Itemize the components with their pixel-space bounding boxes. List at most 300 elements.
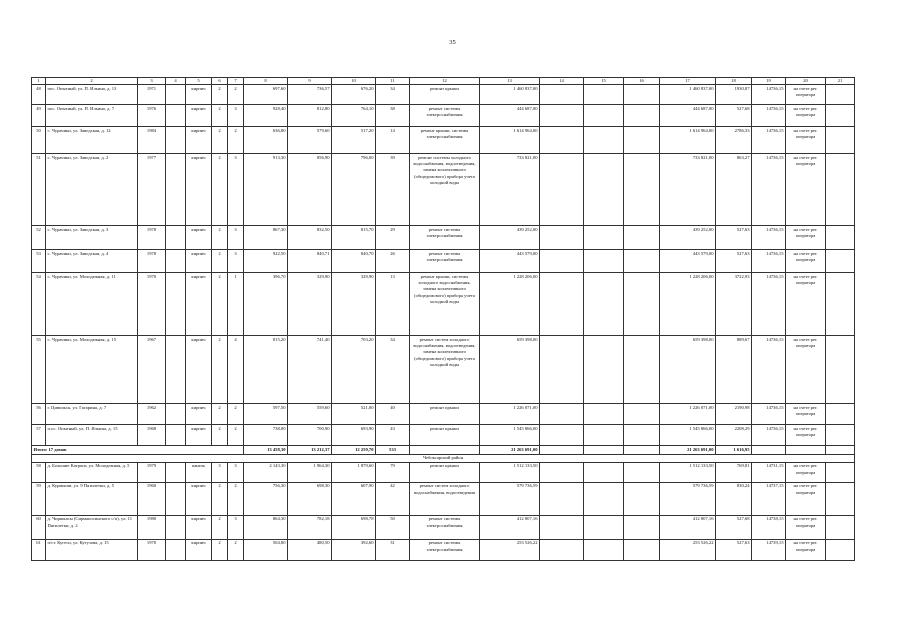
page-number: 35 bbox=[449, 39, 456, 46]
area-living-cell: 517,20 bbox=[332, 127, 376, 154]
empty-cell bbox=[624, 105, 660, 127]
floors-cell: 2 bbox=[212, 482, 228, 515]
fund-source-cell: на счете рег. оператора bbox=[786, 336, 826, 404]
area-total-cell: 738,00 bbox=[244, 425, 288, 446]
table-row bbox=[32, 250, 855, 273]
residents-cell: 42 bbox=[376, 482, 410, 515]
cost-per-m2-cell: 889,67 bbox=[716, 336, 752, 404]
fund-source-cell: на счете рег. оператора bbox=[786, 273, 826, 336]
cost-total-cell: 253 526,22 bbox=[480, 539, 540, 560]
entrances-cell: 3 bbox=[228, 462, 244, 482]
area-living-cell: 840,70 bbox=[332, 250, 376, 273]
empty-cell bbox=[584, 226, 624, 250]
floors-cell: 2 bbox=[212, 127, 228, 154]
area-living-cell: 703,20 bbox=[332, 336, 376, 404]
empty-cell bbox=[584, 127, 624, 154]
column-number: 14 bbox=[540, 78, 584, 85]
cost-per-m2-cell: 2208,29 bbox=[716, 425, 752, 446]
cost-total-cell: 659 398,00 bbox=[480, 336, 540, 404]
fund-source-cell: на счете рег. оператора bbox=[786, 482, 826, 515]
column-number: 10 bbox=[332, 78, 376, 85]
entrances-cell: 3 bbox=[228, 250, 244, 273]
empty-cell bbox=[826, 273, 855, 336]
column-number: 16 bbox=[624, 78, 660, 85]
area-all-cell: 741,40 bbox=[288, 336, 332, 404]
build-year-cell: 1978 bbox=[138, 250, 166, 273]
cost-per-m2-cell: 769,81 bbox=[716, 462, 752, 482]
cost-limit-cell: 14736,15 bbox=[752, 425, 786, 446]
row-number-cell: 57 bbox=[32, 425, 46, 446]
fund-source-cell: на счете рег. оператора bbox=[786, 127, 826, 154]
empty-cell bbox=[624, 425, 660, 446]
area-all-cell: 840,71 bbox=[288, 250, 332, 273]
area-living-cell: 698,78 bbox=[332, 515, 376, 539]
cost-per-m2-cell: 527,68 bbox=[716, 105, 752, 127]
cost-per-m2-cell: 1930,87 bbox=[716, 85, 752, 105]
cost-limit-cell: 14736,15 bbox=[752, 404, 786, 425]
area-total-cell: 864,30 bbox=[244, 515, 288, 539]
empty-cell bbox=[540, 404, 584, 425]
cost-regional-cell: 253 526,22 bbox=[660, 539, 716, 560]
fund-source-cell: на счете рег. оператора bbox=[786, 462, 826, 482]
empty-cell bbox=[540, 226, 584, 250]
empty-cell bbox=[166, 105, 186, 127]
empty-cell bbox=[624, 462, 660, 482]
entrances-cell: 2 bbox=[228, 85, 244, 105]
cost-per-m2-cell: 863,27 bbox=[716, 154, 752, 226]
repair-work-cell: ремонт систем холодного водоснабжения, водоотведения, замена коллективного (общедомового) прибора учета холодной воды bbox=[410, 336, 480, 404]
column-number-row bbox=[32, 78, 855, 85]
repair-work-cell: ремонт системы электроснабжения bbox=[410, 105, 480, 127]
total-people: 533 bbox=[376, 446, 410, 454]
cost-total-cell: 1 545 866,00 bbox=[480, 425, 540, 446]
build-year-cell: 1971 bbox=[138, 85, 166, 105]
total-cost-m2: 1 616,95 bbox=[716, 446, 752, 454]
area-total-cell: 922,50 bbox=[244, 250, 288, 273]
repair-work-cell: ремонт крыши bbox=[410, 404, 480, 425]
empty-cell bbox=[166, 404, 186, 425]
cost-regional-cell: 733 821,00 bbox=[660, 154, 716, 226]
row-number-cell: 58 bbox=[32, 462, 46, 482]
table-row bbox=[32, 105, 855, 127]
fund-source-cell: на счете рег. оператора bbox=[786, 515, 826, 539]
cost-total-cell: 579 736,59 bbox=[480, 482, 540, 515]
area-living-cell: 693,90 bbox=[332, 425, 376, 446]
cost-limit-cell: 14736,15 bbox=[752, 336, 786, 404]
build-year-cell: 1984 bbox=[138, 127, 166, 154]
wall-material-cell: кирпич bbox=[186, 482, 212, 515]
row-number-cell: 54 bbox=[32, 273, 46, 336]
cost-per-m2-cell: 2786,33 bbox=[716, 127, 752, 154]
cost-per-m2-cell: 3722,93 bbox=[716, 273, 752, 336]
empty-cell bbox=[624, 85, 660, 105]
column-number: 4 bbox=[166, 78, 186, 85]
empty-cell bbox=[584, 85, 624, 105]
row-number-cell: 52 bbox=[32, 226, 46, 250]
row-number-cell: 60 bbox=[32, 515, 46, 539]
residents-cell: 29 bbox=[376, 226, 410, 250]
column-number: 6 bbox=[212, 78, 228, 85]
empty-cell bbox=[584, 539, 624, 560]
area-total-cell: 928,40 bbox=[244, 105, 288, 127]
area-total-cell: 815,20 bbox=[244, 336, 288, 404]
column-number: 20 bbox=[786, 78, 826, 85]
address-cell: д. Большие Катраси, ул. Молодежная, д. 5 bbox=[46, 462, 138, 482]
build-year-cell: 1979 bbox=[138, 462, 166, 482]
total-label: Итого: 17 домов bbox=[32, 446, 244, 454]
empty-cell bbox=[540, 336, 584, 404]
capital-repair-table bbox=[31, 77, 855, 561]
cost-total-cell: 1 460 837,00 bbox=[480, 85, 540, 105]
cost-total-cell: 733 821,00 bbox=[480, 154, 540, 226]
floors-cell: 2 bbox=[212, 336, 228, 404]
empty-cell bbox=[584, 425, 624, 446]
entrances-cell: 2 bbox=[228, 404, 244, 425]
empty-cell bbox=[166, 482, 186, 515]
empty-cell bbox=[584, 273, 624, 336]
column-number: 3 bbox=[138, 78, 166, 85]
empty-cell bbox=[584, 404, 624, 425]
address-cell: с. Чурачики, ул. Заводская, д. 12 bbox=[46, 127, 138, 154]
table-row bbox=[32, 273, 855, 336]
repair-work-cell: ремонт систем холодного водоснабжения, водоотведения bbox=[410, 482, 480, 515]
cost-regional-cell: 1 228 206,00 bbox=[660, 273, 716, 336]
address-cell: с. Чурачики, ул. Заводская, д. 3 bbox=[46, 226, 138, 250]
empty-cell bbox=[540, 105, 584, 127]
build-year-cell: 1978 bbox=[138, 226, 166, 250]
fund-source-cell: на счете рег. оператора bbox=[786, 404, 826, 425]
cost-regional-cell: 1 512 133,50 bbox=[660, 462, 716, 482]
build-year-cell: 1962 bbox=[138, 404, 166, 425]
empty-cell bbox=[624, 226, 660, 250]
fund-source-cell: на счете рег. оператора bbox=[786, 250, 826, 273]
wall-material-cell: кирпич bbox=[186, 105, 212, 127]
empty-cell bbox=[166, 85, 186, 105]
residents-cell: 40 bbox=[376, 404, 410, 425]
empty-cell bbox=[826, 336, 855, 404]
wall-material-cell: кирпич bbox=[186, 336, 212, 404]
empty-cell bbox=[540, 482, 584, 515]
build-year-cell: 1968 bbox=[138, 425, 166, 446]
residents-cell: 50 bbox=[376, 515, 410, 539]
empty-cell bbox=[624, 154, 660, 226]
residents-cell: 79 bbox=[376, 462, 410, 482]
empty-cell bbox=[584, 515, 624, 539]
floors-cell: 2 bbox=[212, 105, 228, 127]
empty-cell bbox=[540, 425, 584, 446]
build-year-cell: 1960 bbox=[138, 482, 166, 515]
rows-group-b bbox=[32, 404, 855, 446]
empty-cell bbox=[540, 515, 584, 539]
floors-cell: 2 bbox=[212, 226, 228, 250]
empty-cell bbox=[584, 336, 624, 404]
column-number: 9 bbox=[288, 78, 332, 85]
cost-limit-cell: 14736,15 bbox=[752, 154, 786, 226]
cost-per-m2-cell: 2190,98 bbox=[716, 404, 752, 425]
residents-cell: 13 bbox=[376, 273, 410, 336]
area-total-cell: 756,30 bbox=[244, 482, 288, 515]
wall-material-cell: кирпич bbox=[186, 539, 212, 560]
area-living-cell: 764,10 bbox=[332, 105, 376, 127]
cost-regional-cell: 1 614 964,00 bbox=[660, 127, 716, 154]
empty-cell bbox=[826, 539, 855, 560]
wall-material-cell: панель bbox=[186, 462, 212, 482]
empty-cell bbox=[166, 154, 186, 226]
empty-cell bbox=[826, 226, 855, 250]
cost-limit-cell: 14736,15 bbox=[752, 250, 786, 273]
empty-cell bbox=[540, 250, 584, 273]
empty-cell bbox=[166, 462, 186, 482]
total-area: 13 458,30 bbox=[244, 446, 288, 454]
cost-regional-cell: 1 226 071,00 bbox=[660, 404, 716, 425]
empty-cell bbox=[624, 273, 660, 336]
table-row bbox=[32, 154, 855, 226]
cost-total-cell: 1 512 133,50 bbox=[480, 462, 540, 482]
area-all-cell: 698,30 bbox=[288, 482, 332, 515]
district-row bbox=[32, 454, 855, 462]
cost-limit-cell: 14736,15 bbox=[752, 127, 786, 154]
column-number: 8 bbox=[244, 78, 288, 85]
wall-material-cell: кирпич bbox=[186, 127, 212, 154]
cost-per-m2-cell: 527,63 bbox=[716, 539, 752, 560]
area-all-cell: 736,57 bbox=[288, 85, 332, 105]
empty-cell bbox=[624, 336, 660, 404]
empty-cell bbox=[584, 250, 624, 273]
fund-source-cell: на счете рег. оператора bbox=[786, 105, 826, 127]
area-living-cell: 607,90 bbox=[332, 482, 376, 515]
residents-cell: 26 bbox=[376, 250, 410, 273]
wall-material-cell: кирпич bbox=[186, 226, 212, 250]
empty-cell bbox=[826, 154, 855, 226]
cost-regional-cell: 443 579,00 bbox=[660, 250, 716, 273]
column-number: 15 bbox=[584, 78, 624, 85]
empty-cell bbox=[584, 105, 624, 127]
row-number-cell: 49 bbox=[32, 105, 46, 127]
empty-cell bbox=[540, 85, 584, 105]
empty-cell bbox=[624, 250, 660, 273]
entrances-cell: 3 bbox=[228, 105, 244, 127]
column-number: 19 bbox=[752, 78, 786, 85]
area-total-cell: 913,30 bbox=[244, 154, 288, 226]
area-all-cell: 782,18 bbox=[288, 515, 332, 539]
entrances-cell: 3 bbox=[228, 154, 244, 226]
cost-limit-cell: 14736,15 bbox=[752, 273, 786, 336]
empty-cell bbox=[540, 273, 584, 336]
wall-material-cell: кирпич bbox=[186, 250, 212, 273]
row-number-cell: 53 bbox=[32, 250, 46, 273]
column-number: 17 bbox=[660, 78, 716, 85]
area-total-cell: 504,80 bbox=[244, 539, 288, 560]
address-cell: п/ст. Кугеси, ул. Кутузова, д. 15 bbox=[46, 539, 138, 560]
area-all-cell: 329,90 bbox=[288, 273, 332, 336]
cost-total-cell: 443 579,00 bbox=[480, 250, 540, 273]
address-cell: с. Чурачики, ул. Заводская, д. 4 bbox=[46, 250, 138, 273]
entrances-cell: 3 bbox=[228, 226, 244, 250]
area-total-cell: 697,60 bbox=[244, 85, 288, 105]
floors-cell: 2 bbox=[212, 273, 228, 336]
cost-regional-cell: 412 807,16 bbox=[660, 515, 716, 539]
entrances-cell: 3 bbox=[228, 515, 244, 539]
empty-cell bbox=[826, 482, 855, 515]
floors-cell: 2 bbox=[212, 154, 228, 226]
empty-cell bbox=[624, 127, 660, 154]
area-living-cell: 796,00 bbox=[332, 154, 376, 226]
cost-total-cell: 1 228 206,00 bbox=[480, 273, 540, 336]
empty-cell bbox=[540, 462, 584, 482]
table-row bbox=[32, 404, 855, 425]
cost-limit-cell: 14736,15 bbox=[752, 85, 786, 105]
empty-cell bbox=[584, 482, 624, 515]
empty-cell bbox=[540, 154, 584, 226]
wall-material-cell: кирпич bbox=[186, 425, 212, 446]
table-row bbox=[32, 85, 855, 105]
empty-cell bbox=[624, 515, 660, 539]
total-row bbox=[32, 446, 855, 454]
area-total-cell: 597,50 bbox=[244, 404, 288, 425]
residents-cell: 43 bbox=[376, 425, 410, 446]
entrances-cell: 2 bbox=[228, 482, 244, 515]
cost-limit-cell: 14736,15 bbox=[752, 105, 786, 127]
area-all-cell: 856,90 bbox=[288, 154, 332, 226]
build-year-cell: 1977 bbox=[138, 154, 166, 226]
area-all-cell: 579,60 bbox=[288, 127, 332, 154]
empty-cell bbox=[826, 462, 855, 482]
fund-source-cell: на счете рег. оператора bbox=[786, 85, 826, 105]
floors-cell: 2 bbox=[212, 404, 228, 425]
address-cell: д. Курмыши, ул. 9 Пятилетки, д. 5 bbox=[46, 482, 138, 515]
cost-limit-cell: 14738,15 bbox=[752, 515, 786, 539]
rows-group-a bbox=[32, 85, 855, 404]
repair-work-cell: ремонт крыши bbox=[410, 462, 480, 482]
wall-material-cell: кирпич bbox=[186, 515, 212, 539]
empty-cell bbox=[166, 127, 186, 154]
repair-work-cell: ремонт системы электроснабжения bbox=[410, 539, 480, 560]
cost-limit-cell: 14731,15 bbox=[752, 462, 786, 482]
cost-total-cell: 1 226 071,00 bbox=[480, 404, 540, 425]
cost-limit-cell: 14739,15 bbox=[752, 539, 786, 560]
area-all-cell: 700,90 bbox=[288, 425, 332, 446]
cost-regional-cell: 439 252,00 bbox=[660, 226, 716, 250]
address-cell: пос. Опытный, ул. П. Ильина, д. 13 bbox=[46, 85, 138, 105]
address-cell: д. Чиршкасы (Сирмапосинского с/п), ул. 11 Пятилетки, д. 2 bbox=[46, 515, 138, 539]
area-living-cell: 815,70 bbox=[332, 226, 376, 250]
row-number-cell: 48 bbox=[32, 85, 46, 105]
build-year-cell: 1970 bbox=[138, 273, 166, 336]
cost-regional-cell: 659 398,00 bbox=[660, 336, 716, 404]
entrances-cell: 1 bbox=[228, 273, 244, 336]
area-total-cell: 2 143,30 bbox=[244, 462, 288, 482]
empty-cell bbox=[826, 515, 855, 539]
table-row bbox=[32, 482, 855, 515]
area-all-cell: 812,80 bbox=[288, 105, 332, 127]
repair-work-cell: ремонт крыши bbox=[410, 85, 480, 105]
repair-work-cell: ремонт крыши bbox=[410, 425, 480, 446]
repair-work-cell: ремонт системы электроснабжения bbox=[410, 226, 480, 250]
wall-material-cell: кирпич bbox=[186, 404, 212, 425]
column-number: 1 bbox=[32, 78, 46, 85]
residents-cell: 38 bbox=[376, 105, 410, 127]
repair-work-cell: ремонт крыши, системы холодного водоснабжения, замена коллективного (общедомового) прибора учета холодной воды bbox=[410, 273, 480, 336]
address-cell: п.ос. Опытный, ул. П. Ильина, д. 15 bbox=[46, 425, 138, 446]
entrances-cell: 4 bbox=[228, 336, 244, 404]
cost-total-cell: 439 252,00 bbox=[480, 226, 540, 250]
row-number-cell: 56 bbox=[32, 404, 46, 425]
cost-limit-cell: 14737,15 bbox=[752, 482, 786, 515]
address-cell: с. Чурачики, ул. Заводская, д. 2 bbox=[46, 154, 138, 226]
residents-cell: 31 bbox=[376, 539, 410, 560]
area-total-cell: 396,70 bbox=[244, 273, 288, 336]
column-number: 11 bbox=[376, 78, 410, 85]
empty-cell bbox=[826, 425, 855, 446]
cost-total-cell: 412 807,16 bbox=[480, 515, 540, 539]
wall-material-cell: кирпич bbox=[186, 85, 212, 105]
area-living-cell: 521,00 bbox=[332, 404, 376, 425]
floors-cell: 3 bbox=[212, 462, 228, 482]
build-year-cell: 1967 bbox=[138, 336, 166, 404]
column-number: 12 bbox=[410, 78, 480, 85]
table-row bbox=[32, 462, 855, 482]
empty-cell bbox=[826, 404, 855, 425]
empty-cell bbox=[584, 462, 624, 482]
row-number-cell: 51 bbox=[32, 154, 46, 226]
empty-cell bbox=[624, 539, 660, 560]
empty-cell bbox=[826, 127, 855, 154]
area-all-cell: 480,50 bbox=[288, 539, 332, 560]
empty-cell bbox=[166, 336, 186, 404]
total-area-live: 12 259,70 bbox=[332, 446, 376, 454]
residents-cell: 14 bbox=[376, 127, 410, 154]
area-all-cell: 1 964,30 bbox=[288, 462, 332, 482]
cost-regional-cell: 1 545 866,00 bbox=[660, 425, 716, 446]
cost-per-m2-cell: 830,24 bbox=[716, 482, 752, 515]
area-living-cell: 676,20 bbox=[332, 85, 376, 105]
fund-source-cell: на счете рег. оператора bbox=[786, 226, 826, 250]
address-cell: с. Чурачики, ул. Молодежная, д. 11 bbox=[46, 273, 138, 336]
cost-total-cell: 444 687,00 bbox=[480, 105, 540, 127]
empty-cell bbox=[166, 273, 186, 336]
residents-cell: 34 bbox=[376, 85, 410, 105]
area-total-cell: 867,30 bbox=[244, 226, 288, 250]
entrances-cell: 2 bbox=[228, 425, 244, 446]
table-row bbox=[32, 515, 855, 539]
empty-cell bbox=[166, 425, 186, 446]
rows-group-c bbox=[32, 462, 855, 560]
empty-cell bbox=[826, 85, 855, 105]
cost-total-cell: 1 614 964,00 bbox=[480, 127, 540, 154]
row-number-cell: 59 bbox=[32, 482, 46, 515]
address-cell: пос. Опытный, ул. П. Ильина, д. 7 bbox=[46, 105, 138, 127]
cost-per-m2-cell: 527,63 bbox=[716, 226, 752, 250]
repair-work-cell: ремонт крыши, системы электроснабжения bbox=[410, 127, 480, 154]
address-cell: г. Цивильск, ул. Гагарина, д. 7 bbox=[46, 404, 138, 425]
entrances-cell: 2 bbox=[228, 539, 244, 560]
empty-cell bbox=[826, 250, 855, 273]
repair-work-cell: ремонт системы электроснабжения bbox=[410, 250, 480, 273]
row-number-cell: 61 bbox=[32, 539, 46, 560]
empty-cell bbox=[584, 154, 624, 226]
table-row bbox=[32, 539, 855, 560]
fund-source-cell: на счете рег. оператора bbox=[786, 425, 826, 446]
area-living-cell: 1 879,60 bbox=[332, 462, 376, 482]
empty-cell bbox=[826, 105, 855, 127]
cost-per-m2-cell: 527,68 bbox=[716, 515, 752, 539]
table-row bbox=[32, 425, 855, 446]
column-number: 18 bbox=[716, 78, 752, 85]
fund-source-cell: на счете рег. оператора bbox=[786, 154, 826, 226]
table-row bbox=[32, 127, 855, 154]
table-row bbox=[32, 226, 855, 250]
column-number: 5 bbox=[186, 78, 212, 85]
